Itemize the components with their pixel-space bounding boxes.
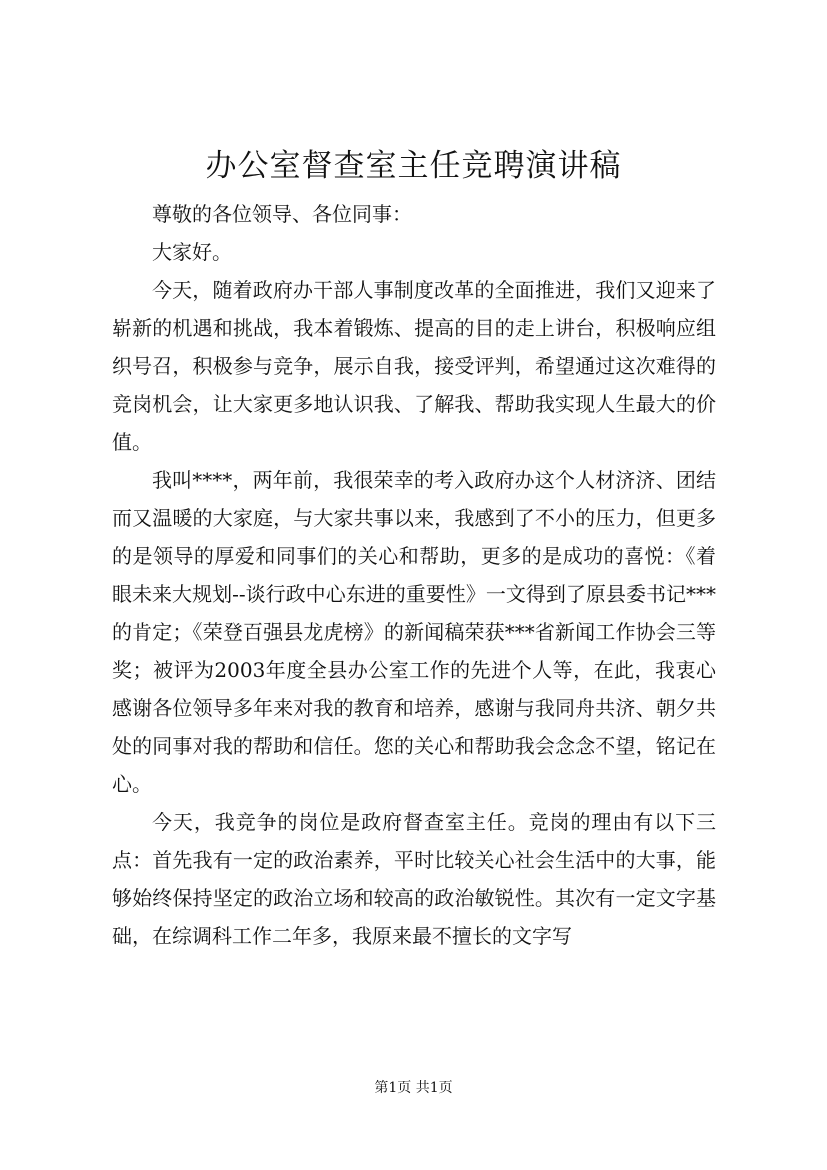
page-footer: 第1页 共1页 xyxy=(374,1080,453,1096)
document-title: 办公室督查室主任竞聘演讲稿 xyxy=(205,148,622,184)
paragraph-position-reasons: 今天，我竞争的岗位是政府督查室主任。竞岗的理由有以下三点：首先我有一定的政治素养，平时比较关心社会生活中的大事，能够始终保持坚定的政治立场和较高的政治敏锐性。其次有一定文字基础，在综调科工作二年多，我原来最不擅长的文字写 xyxy=(112,810,716,948)
paragraph-intro: 今天，随着政府办干部人事制度改革的全面推进，我们又迎来了崭新的机遇和挑战，我本着锻炼、提高的目的走上讲台，积极响应组织号召，积极参与竞争，展示自我，接受评判，希望通过这次难得的竞岗机会，让大家更多地认识我、了解我、帮助我实现人生最大的价值。 xyxy=(112,278,716,454)
greeting: 大家好。 xyxy=(152,240,232,264)
document-body xyxy=(112,195,716,955)
paragraph-self-introduction: 我叫****，两年前，我很荣幸的考入政府办这个人材济济、团结而又温暖的大家庭，与大家共事以来，我感到了不小的压力，但更多的是领导的厚爱和同事们的关心和帮助，更多的是成功的喜悦：《着眼未来大规划--谈行政中心东进的重要性》一文得到了原县委书记***的肯定；《荣登百强县龙虎榜》的新闻稿荣获***省新闻工作协会三等奖；被评为2003年度全县办公室工作的先进个人等，在此，我衷心感谢各位领导多年来对我的教育和培养，感谢与我同舟共济、朝夕共处的同事对我的帮助和信任。您的关心和帮助我会念念不望，铭记在心。 xyxy=(112,468,716,796)
salutation: 尊敬的各位领导、各位同事： xyxy=(152,202,412,226)
